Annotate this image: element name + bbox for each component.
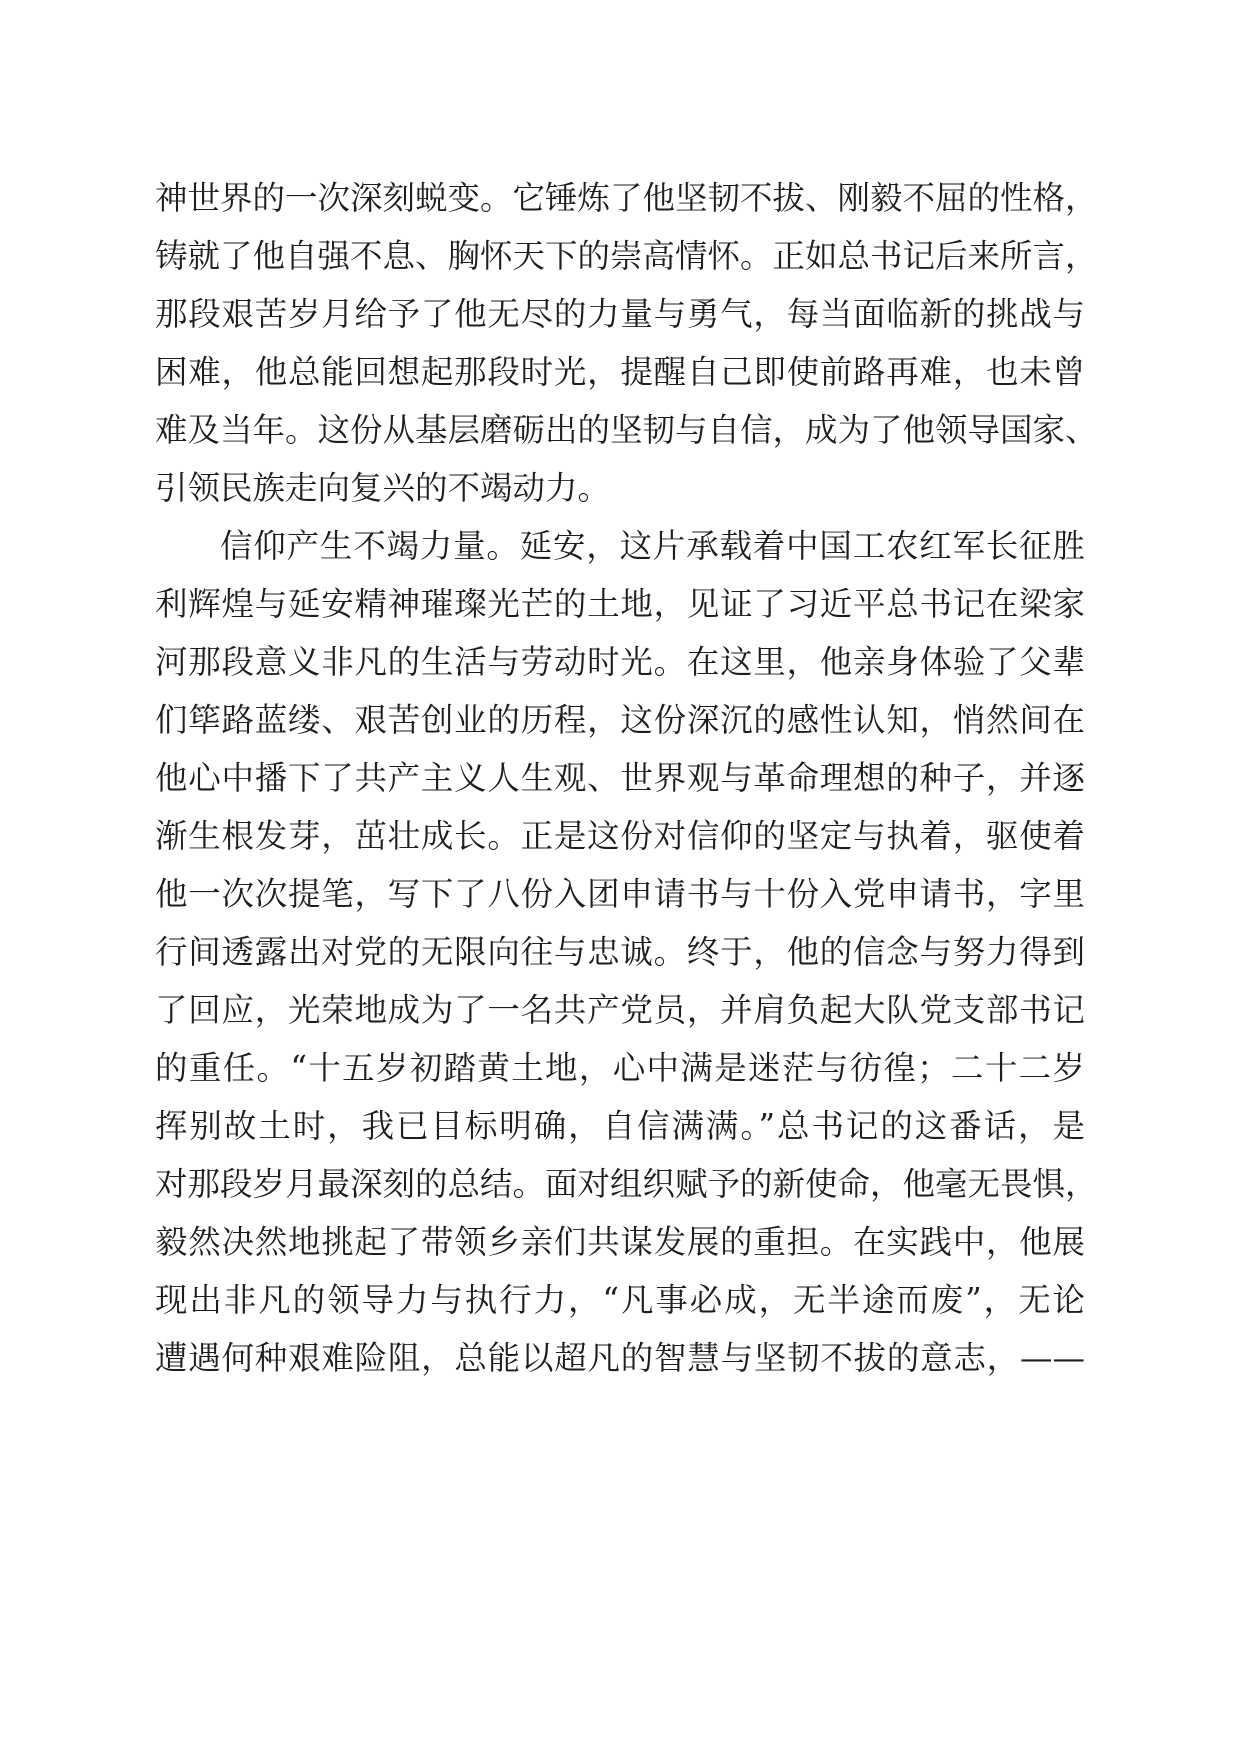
text-line: 河那段意义非凡的生活与劳动时光。在这里，他亲身体验了父辈 <box>155 643 1085 681</box>
text-line: 引领民族走向复兴的不竭动力。 <box>155 469 611 507</box>
text-line: 们筚路蓝缕、艰苦创业的历程，这份深沉的感性认知，悄然间在 <box>155 701 1085 739</box>
paragraph-1 <box>155 169 1098 517</box>
text-line: 的重任。“十五岁初踏黄土地，心中满是迷茫与彷徨；二十二岁 <box>155 1049 1085 1087</box>
text-line: 难及当年。这份从基层磨砺出的坚韧与自信，成为了他领导国家、 <box>155 411 1098 449</box>
text-line: 他心中播下了共产主义人生观、世界观与革命理想的种子，并逐 <box>155 759 1085 797</box>
text-line: 铸就了他自强不息、胸怀天下的崇高情怀。正如总书记后来所言， <box>155 237 1098 275</box>
text-line: 神世界的一次深刻蜕变。它锤炼了他坚韧不拔、刚毅不屈的性格， <box>155 179 1098 217</box>
text-line: 了回应，光荣地成为了一名共产党员，并肩负起大队党支部书记 <box>155 991 1085 1029</box>
paragraph-2 <box>155 517 1098 1387</box>
text-line: 遭遇何种艰难险阻，总能以超凡的智慧与坚韧不拔的意志，—— <box>155 1339 1085 1377</box>
text-line: 行间透露出对党的无限向往与忠诚。终于，他的信念与努力得到 <box>155 933 1085 971</box>
text-line: 那段艰苦岁月给予了他无尽的力量与勇气，每当面临新的挑战与 <box>155 295 1085 333</box>
text-line: 现出非凡的领导力与执行力，“凡事必成，无半途而废”，无论 <box>155 1281 1085 1319</box>
text-line: 挥别故土时，我已目标明确，自信满满。”总书记的这番话，是 <box>155 1107 1085 1145</box>
text-line: 困难，他总能回想起那段时光，提醒自己即使前路再难，也未曾 <box>155 353 1085 391</box>
text-line: 他一次次提笔，写下了八份入团申请书与十份入党申请书，字里 <box>155 875 1085 913</box>
text-line: 利辉煌与延安精神璀璨光芒的土地，见证了习近平总书记在梁家 <box>155 585 1085 623</box>
body-text <box>155 169 1098 1387</box>
text-line: 渐生根发芽，茁壮成长。正是这份对信仰的坚定与执着，驱使着 <box>155 817 1085 855</box>
text-line: 信仰产生不竭力量。延安，这片承载着中国工农红军长征胜 <box>220 527 1085 565</box>
text-line: 毅然决然地挑起了带领乡亲们共谋发展的重担。在实践中，他展 <box>155 1223 1085 1261</box>
text-line: 对那段岁月最深刻的总结。面对组织赋予的新使命，他毫无畏惧， <box>155 1165 1098 1203</box>
